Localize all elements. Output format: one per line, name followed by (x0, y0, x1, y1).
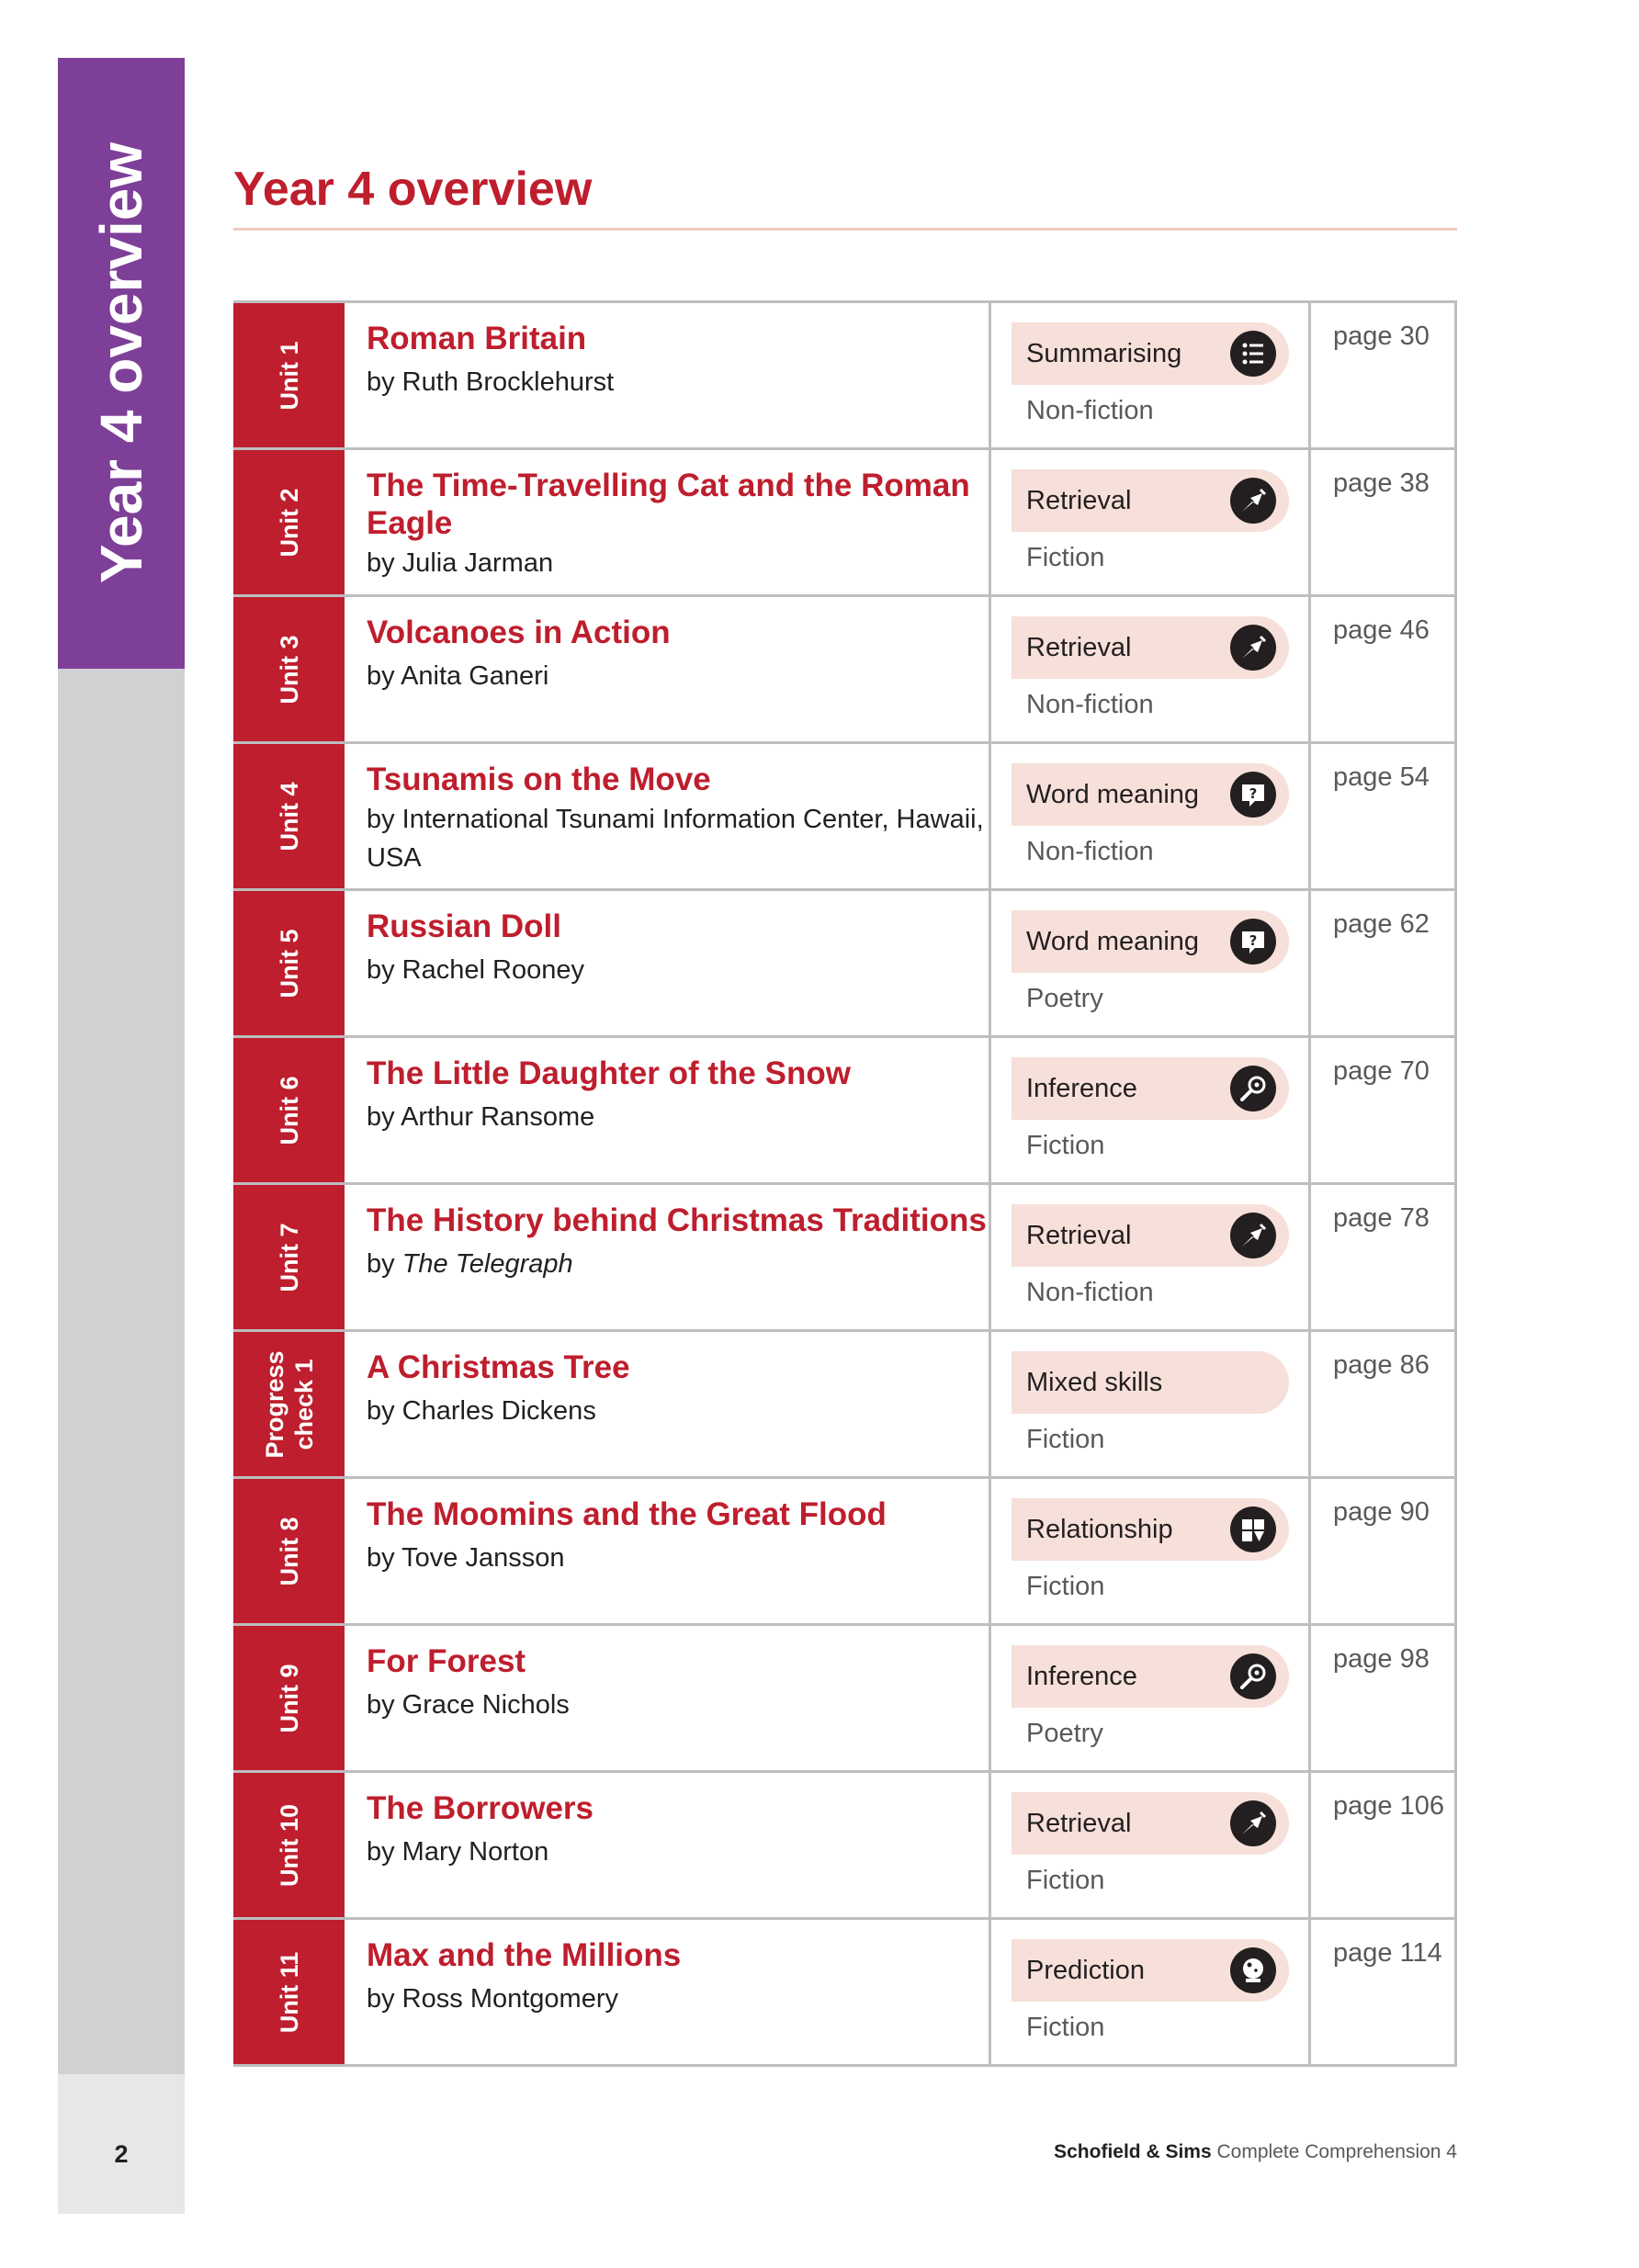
unit-cell (233, 1332, 345, 1476)
unit-label: Unit 9 (275, 1663, 303, 1733)
skill-label: Mixed skills (1026, 1368, 1163, 1397)
table-row (233, 1185, 1457, 1332)
word-meaning-icon (1230, 919, 1276, 965)
unit-cell (233, 1479, 345, 1623)
page-ref: page 98 (1311, 1626, 1457, 1770)
unit-cell (233, 891, 345, 1035)
unit-label: Unit 3 (275, 634, 303, 705)
page-ref: page 114 (1311, 1920, 1457, 2064)
table-row (233, 891, 1457, 1038)
book-title: Tsunamis on the Move (367, 762, 711, 797)
genre-label: Fiction (1026, 1425, 1105, 1454)
table-row (233, 1479, 1457, 1626)
genre-label: Poetry (1026, 984, 1103, 1013)
skill-badge (1012, 910, 1289, 973)
skill-label: Prediction (1026, 1956, 1145, 1985)
page-ref: page 78 (1311, 1185, 1457, 1329)
book-title: The History behind Christmas Traditions (367, 1202, 987, 1238)
sidebar-strip (58, 669, 185, 2074)
genre-label: Fiction (1026, 2013, 1105, 2042)
unit-cell (233, 1773, 345, 1917)
table-row (233, 1773, 1457, 1920)
unit-cell (233, 1626, 345, 1770)
unit-label-line: Progress (260, 1349, 288, 1459)
skill-cell (991, 1479, 1311, 1623)
text-cell (345, 1920, 991, 2064)
skill-label: Word meaning (1026, 927, 1200, 956)
skill-label: Retrieval (1026, 633, 1132, 662)
text-cell (345, 1185, 991, 1329)
retrieval-icon (1230, 1213, 1276, 1258)
skill-label: Word meaning (1026, 780, 1200, 809)
skill-cell (991, 1038, 1311, 1182)
skill-cell (991, 597, 1311, 741)
inference-icon (1230, 1066, 1276, 1111)
book-author: by Tove Jansson (367, 1543, 565, 1573)
genre-label: Fiction (1026, 1866, 1105, 1895)
book-title: The Time-Travelling Cat and the Roman Eagle (367, 468, 970, 541)
unit-label (260, 1350, 319, 1458)
text-cell (345, 597, 991, 741)
book-title: Volcanoes in Action (367, 615, 671, 650)
book-author: by Rachel Rooney (367, 955, 584, 985)
text-cell (345, 303, 991, 447)
footer-credit (1054, 2141, 1457, 2163)
unit-cell (233, 1038, 345, 1182)
unit-label: Unit 7 (275, 1222, 303, 1292)
book-author: by Charles Dickens (367, 1396, 596, 1426)
page-ref: page 70 (1311, 1038, 1457, 1182)
skill-cell (991, 1626, 1311, 1770)
table-row (233, 744, 1457, 891)
skill-cell (991, 744, 1311, 888)
author-prefix: by (367, 1249, 402, 1279)
book-title: The Moomins and the Great Flood (367, 1496, 887, 1532)
book-author: by Mary Norton (367, 1837, 549, 1867)
book-author: by Arthur Ransome (367, 1102, 595, 1132)
skill-cell (991, 303, 1311, 447)
genre-label: Fiction (1026, 1131, 1105, 1160)
skill-badge (1012, 469, 1289, 532)
book-title: Roman Britain (367, 321, 587, 356)
skill-cell (991, 1920, 1311, 2064)
book-author: by Anita Ganeri (367, 661, 549, 691)
overview-table (233, 300, 1457, 2067)
unit-cell (233, 1185, 345, 1329)
unit-label: Unit 2 (275, 487, 303, 558)
unit-label: Unit 1 (275, 340, 303, 411)
table-row (233, 1038, 1457, 1185)
genre-label: Non-fiction (1026, 396, 1154, 425)
skill-badge (1012, 322, 1289, 385)
unit-label: Unit 4 (275, 781, 303, 852)
page-ref: page 86 (1311, 1332, 1457, 1476)
book-author: by Ross Montgomery (367, 1984, 618, 2014)
text-cell (345, 1479, 991, 1623)
skill-label: Summarising (1026, 339, 1182, 368)
skill-badge (1012, 763, 1289, 826)
unit-label: Unit 10 (275, 1803, 303, 1887)
skill-label: Retrieval (1026, 486, 1132, 515)
page-title: Year 4 overview (233, 163, 593, 216)
book-title: For Forest (367, 1643, 526, 1679)
page-ref: page 106 (1311, 1773, 1457, 1917)
text-cell (345, 744, 991, 888)
book-author: by International Tsunami Information Center, Hawaii, USA (367, 805, 984, 873)
text-cell (345, 1626, 991, 1770)
text-cell (345, 1773, 991, 1917)
genre-label: Fiction (1026, 543, 1105, 572)
page-ref: page 46 (1311, 597, 1457, 741)
word-meaning-icon (1230, 772, 1276, 818)
unit-label: Unit 6 (275, 1075, 303, 1145)
genre-label: Fiction (1026, 1572, 1105, 1601)
inference-icon (1230, 1653, 1276, 1699)
sidebar-title: Year 4 overview (88, 141, 154, 584)
book-author (367, 1245, 989, 1283)
text-cell (345, 450, 991, 594)
page-ref: page 38 (1311, 450, 1457, 594)
book-author: by Grace Nichols (367, 1690, 570, 1720)
skill-badge (1012, 616, 1289, 679)
page-number: 2 (114, 2140, 129, 2168)
skill-badge (1012, 1204, 1289, 1267)
unit-cell (233, 450, 345, 594)
svg-text:?: ? (1249, 785, 1258, 802)
skill-cell (991, 891, 1311, 1035)
unit-cell (233, 597, 345, 741)
genre-label: Non-fiction (1026, 837, 1154, 866)
skill-cell (991, 1332, 1311, 1476)
skill-label: Retrieval (1026, 1809, 1132, 1838)
book-title: A Christmas Tree (367, 1349, 630, 1385)
unit-label-line: check 1 (289, 1358, 318, 1450)
genre-label: Non-fiction (1026, 1278, 1154, 1307)
unit-label: Unit 11 (275, 1951, 303, 2033)
unit-cell (233, 303, 345, 447)
skill-badge (1012, 1498, 1289, 1561)
skill-badge (1012, 1351, 1289, 1414)
skill-cell (991, 1773, 1311, 1917)
book-title: The Borrowers (367, 1790, 593, 1826)
book-author: by Ruth Brocklehurst (367, 367, 615, 397)
retrieval-icon (1230, 625, 1276, 671)
prediction-icon (1230, 1947, 1276, 1993)
skill-cell (991, 1185, 1311, 1329)
book-title: Max and the Millions (367, 1937, 682, 1973)
skill-badge (1012, 1792, 1289, 1855)
unit-label: Unit 8 (275, 1516, 303, 1586)
book-author: by Julia Jarman (367, 548, 554, 578)
skill-label: Relationship (1026, 1515, 1173, 1544)
unit-cell (233, 1920, 345, 2064)
table-row (233, 597, 1457, 744)
genre-label: Non-fiction (1026, 690, 1154, 719)
table-row (233, 1332, 1457, 1479)
table-row (233, 450, 1457, 597)
text-cell (345, 1332, 991, 1476)
text-cell (345, 1038, 991, 1182)
page-ref: page 54 (1311, 744, 1457, 888)
skill-cell (991, 450, 1311, 594)
table-row (233, 303, 1457, 450)
skill-label: Retrieval (1026, 1221, 1132, 1250)
text-cell (345, 891, 991, 1035)
skill-label: Inference (1026, 1074, 1137, 1103)
page-ref: page 90 (1311, 1479, 1457, 1623)
footer-publisher: Schofield & Sims (1054, 2141, 1212, 2162)
skill-label: Inference (1026, 1662, 1137, 1691)
footer-product: Complete Comprehension 4 (1216, 2141, 1457, 2162)
retrieval-icon (1230, 1800, 1276, 1846)
retrieval-icon (1230, 478, 1276, 524)
unit-cell (233, 744, 345, 888)
book-title: The Little Daughter of the Snow (367, 1055, 851, 1091)
skill-badge (1012, 1057, 1289, 1120)
svg-text:?: ? (1249, 932, 1258, 949)
author-publication: The Telegraph (401, 1249, 573, 1279)
summarising-icon (1230, 331, 1276, 377)
book-title: Russian Doll (367, 908, 561, 944)
table-row (233, 1920, 1457, 2067)
page-ref: page 62 (1311, 891, 1457, 1035)
unit-label: Unit 5 (275, 928, 303, 999)
title-divider (233, 228, 1457, 231)
page-ref: page 30 (1311, 303, 1457, 447)
relationship-icon (1230, 1506, 1276, 1552)
skill-badge (1012, 1645, 1289, 1708)
table-row (233, 1626, 1457, 1773)
genre-label: Poetry (1026, 1719, 1103, 1748)
skill-badge (1012, 1939, 1289, 2002)
